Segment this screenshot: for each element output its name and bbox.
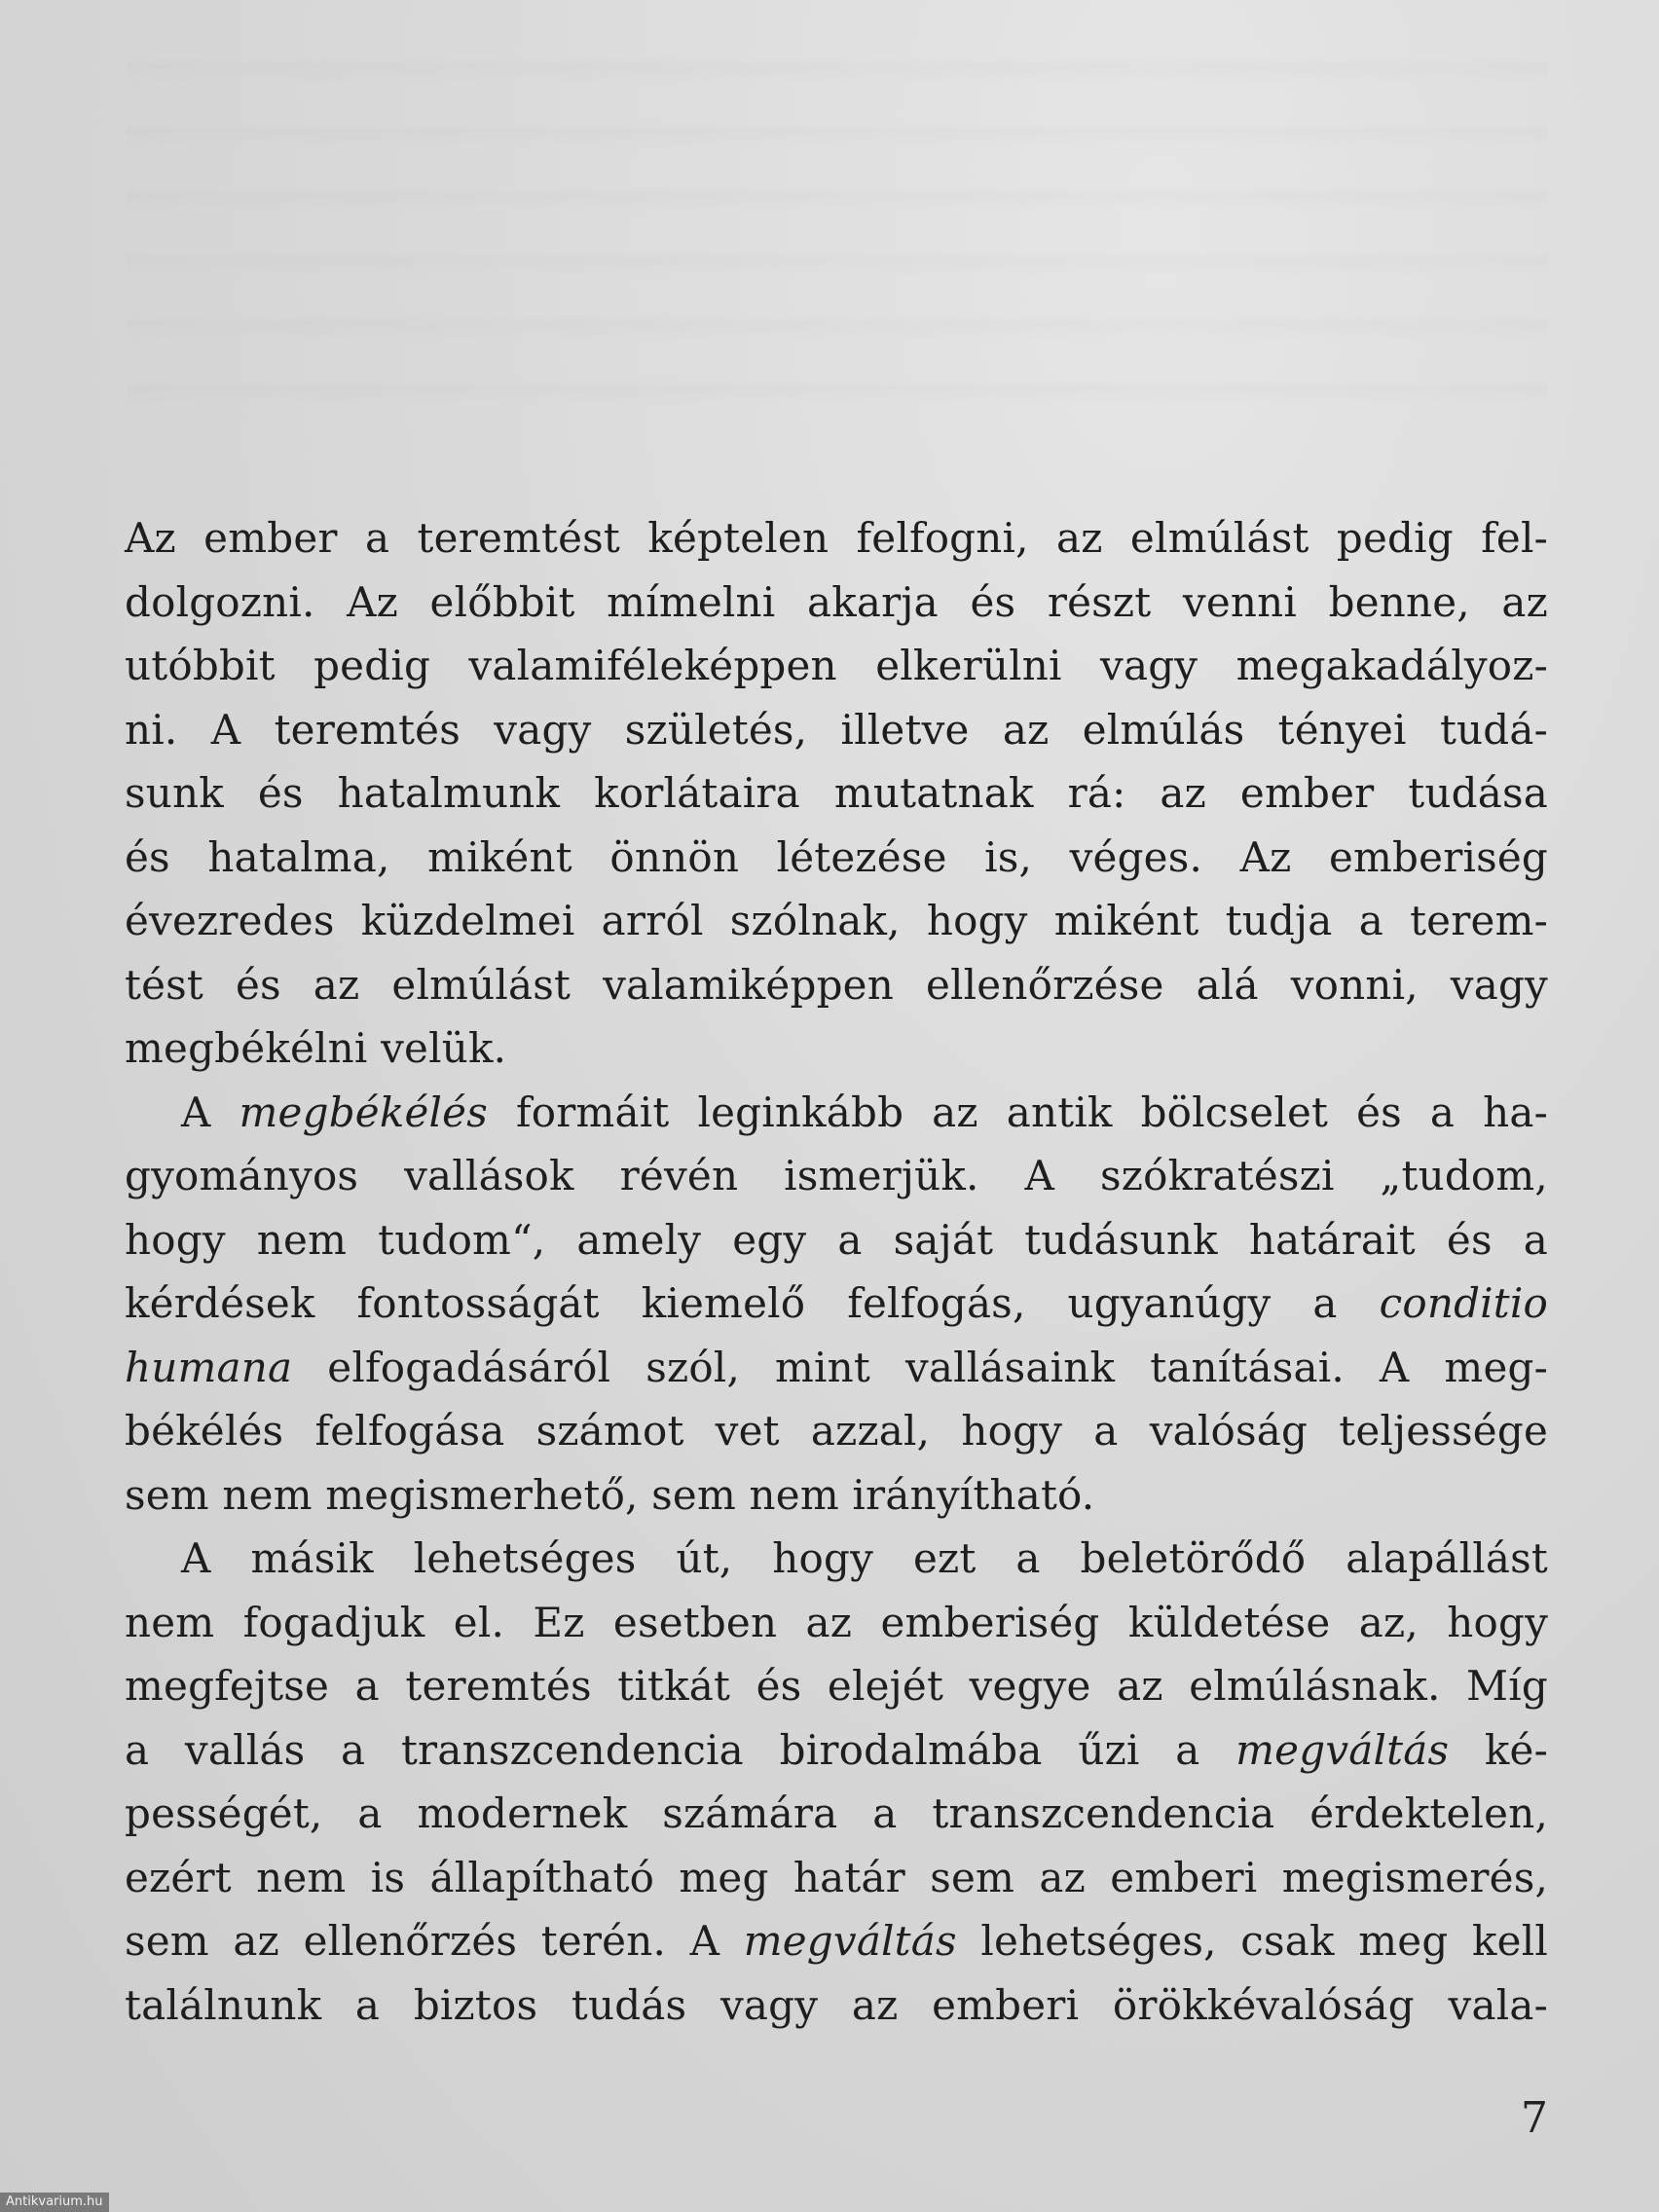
- text-line: ni. A teremtés vagy születés, illetve az elmúlás tényei tudá-: [125, 705, 1548, 754]
- text-line: gyományos vallások révén ismerjük. A szókratészi „tudom,: [125, 1152, 1548, 1199]
- text-line: tést és az elmúlást valamiképpen ellenőrzése alá vonni, vagy: [125, 960, 1548, 1009]
- bleed-through-text: [127, 19, 1548, 438]
- text-line: Az ember a teremtést képtelen felfogni, az elmúlást pedig fel-: [125, 514, 1548, 562]
- text-line: sem az ellenőrzés terén. A megváltás lehetséges, csak meg kell: [125, 1917, 1548, 1965]
- text-line: A másik lehetséges út, hogy ezt a beletörődő alapállást: [181, 1534, 1548, 1582]
- body-text: [125, 506, 1548, 2037]
- text-line: megfejtse a teremtés titkát és elejét vegye az elmúlásnak. Míg: [125, 1662, 1548, 1710]
- text-line: hogy nem tudom“, amely egy a saját tudásunk határait és a: [125, 1215, 1548, 1264]
- text-line: találnunk a biztos tudás vagy az emberi örökkévalóság vala-: [125, 1980, 1548, 2029]
- text-line: megbékélni velük.: [125, 1024, 507, 1072]
- text-line: utóbbit pedig valamiféleképpen elkerülni vagy megakadályoz-: [125, 642, 1548, 689]
- text-line: és hatalma, miként önnön létezése is, véges. Az emberiség: [125, 832, 1548, 881]
- page-number: 7: [1521, 2093, 1548, 2143]
- text-line: dolgozni. Az előbbit mímelni akarja és részt venni benne, az: [125, 577, 1548, 626]
- text-line: A megbékélés formáit leginkább az antik bölcselet és a ha-: [181, 1088, 1548, 1136]
- text-line: kérdések fontosságát kiemelő felfogás, ugyanúgy a conditio: [125, 1279, 1548, 1327]
- text-line: pességét, a modernek számára a transzcendencia érdektelen,: [125, 1789, 1548, 1837]
- text-line: sem nem megismerhető, sem nem irányítható.: [125, 1470, 1095, 1519]
- text-line: humana elfogadásáról szól, mint vallásaink tanításai. A meg-: [125, 1343, 1548, 1391]
- text-line: ezért nem is állapítható meg határ sem az emberi megismerés,: [125, 1853, 1548, 1901]
- text-line: évezredes küzdelmei arról szólnak, hogy miként tudja a terem-: [125, 897, 1548, 944]
- text-line: nem fogadjuk el. Ez esetben az emberiség küldetése az, hogy: [125, 1598, 1548, 1646]
- watermark-label: Antikvarium.hu: [0, 2193, 109, 2212]
- text-line: békélés felfogása számot vet azzal, hogy a valóság teljessége: [125, 1407, 1548, 1455]
- text-line: a vallás a transzcendencia birodalmába űzi a megváltás ké-: [125, 1725, 1548, 1774]
- text-line: sunk és hatalmunk korlátaira mutatnak rá: az ember tudása: [125, 769, 1548, 817]
